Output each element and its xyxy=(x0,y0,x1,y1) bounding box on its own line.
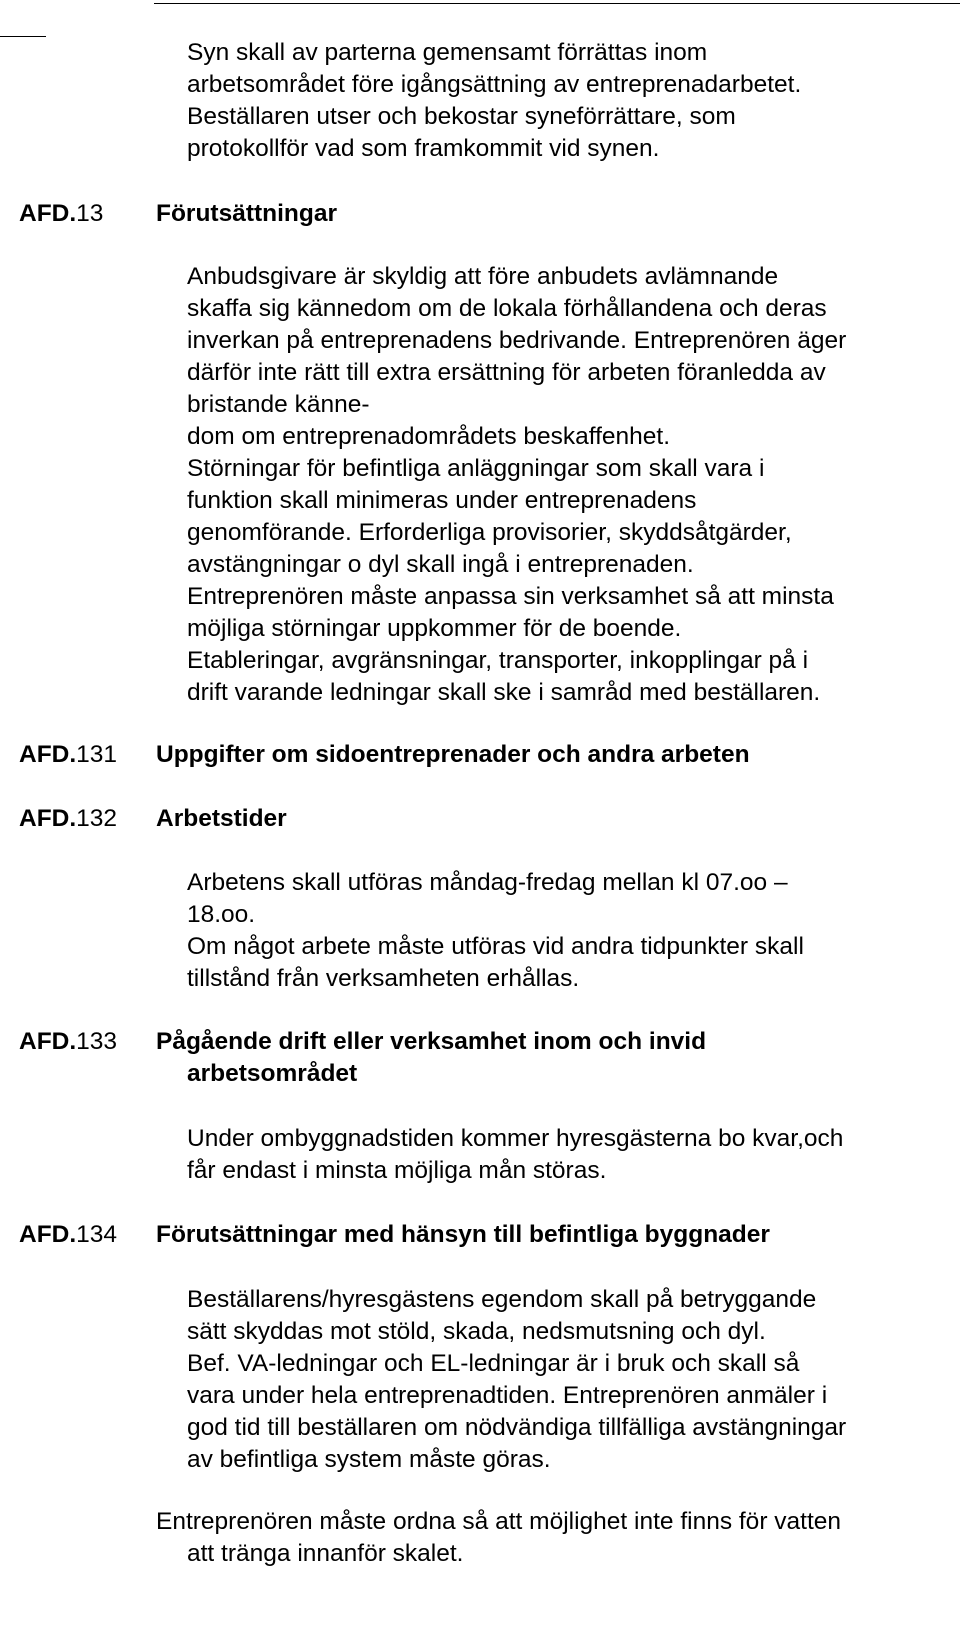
section-code xyxy=(19,802,117,835)
body-line: vara under hela entreprenadtiden. Entreprenören anmäler i xyxy=(187,1382,828,1409)
top-rule xyxy=(154,3,960,4)
section-code xyxy=(19,738,117,771)
body-line: Bef. VA-ledningar och EL-ledningar är i bruk och skall så xyxy=(187,1350,800,1377)
intro-line: protokollför vad som framkommit vid synen. xyxy=(187,135,660,162)
body-line: funktion skall minimeras under entreprenadens xyxy=(187,487,697,514)
body-line: sätt skyddas mot stöld, skada, nedsmutsning och dyl. xyxy=(187,1318,766,1345)
section-title: Förutsättningar med hänsyn till befintliga byggnader xyxy=(156,1221,770,1248)
body-line: Under ombyggnadstiden kommer hyresgästerna bo kvar,och xyxy=(187,1125,844,1152)
section-code xyxy=(19,1218,117,1251)
body-line: drift varande ledningar skall ske i samråd med beställaren. xyxy=(187,679,821,706)
section-code-number: 132 xyxy=(76,805,118,832)
section-title: Pågående drift eller verksamhet inom och invid xyxy=(156,1028,707,1055)
body-line: därför inte rätt till extra ersättning för arbeten föranledda av xyxy=(187,359,826,386)
body-line: av befintliga system måste göras. xyxy=(187,1446,551,1473)
body-line: möjliga störningar uppkommer för de boende. xyxy=(187,615,682,642)
body-line: får endast i minsta möjliga mån störas. xyxy=(187,1157,607,1184)
tail-line: Entreprenören måste ordna så att möjlighet inte finns för vatten xyxy=(156,1508,842,1535)
section-code-number: 13 xyxy=(76,200,104,227)
body-line: Om något arbete måste utföras vid andra tidpunkter skall xyxy=(187,933,804,960)
body-line: Arbetens skall utföras måndag-fredag mellan kl 07.oo – xyxy=(187,869,788,896)
body-line: genomförande. Erforderliga provisorier, skyddsåtgärder, xyxy=(187,519,792,546)
section-code-number: 131 xyxy=(76,741,118,768)
body-line: god tid till beställaren om nödvändiga tillfälliga avstängningar xyxy=(187,1414,847,1441)
body-line: inverkan på entreprenadens bedrivande. Entreprenören äger xyxy=(187,327,847,354)
section-code-number: 134 xyxy=(76,1221,118,1248)
section-title: Förutsättningar xyxy=(156,200,338,227)
section-code xyxy=(19,197,103,230)
body-line: 18.oo. xyxy=(187,901,256,928)
body-line: Anbudsgivare är skyldig att före anbudets avlämnande xyxy=(187,263,779,290)
body-line: bristande känne- xyxy=(187,391,370,418)
section-code xyxy=(19,1025,117,1058)
section-code-prefix: AFD. xyxy=(19,805,77,832)
section-code-prefix: AFD. xyxy=(19,1028,77,1055)
body-line: avstängningar o dyl skall ingå i entreprenaden. xyxy=(187,551,694,578)
body-line: Etableringar, avgränsningar, transporter, inkopplingar på i xyxy=(187,647,809,674)
tail-line: att tränga innanför skalet. xyxy=(187,1540,464,1567)
margin-rule xyxy=(0,36,46,37)
body-line: skaffa sig kännedom om de lokala förhållandena och deras xyxy=(187,295,827,322)
section-code-prefix: AFD. xyxy=(19,200,77,227)
intro-line: Syn skall av parterna gemensamt förrättas inom xyxy=(187,39,708,66)
body-line: Entreprenören måste anpassa sin verksamhet så att minsta xyxy=(187,583,834,610)
body-line: Störningar för befintliga anläggningar som skall vara i xyxy=(187,455,765,482)
body-line: dom om entreprenadområdets beskaffenhet. xyxy=(187,423,671,450)
intro-line: Beställaren utser och bekostar syneförrättare, som xyxy=(187,103,736,130)
section-title: Uppgifter om sidoentreprenader och andra arbeten xyxy=(156,741,750,768)
section-code-number: 133 xyxy=(76,1028,118,1055)
section-code-prefix: AFD. xyxy=(19,741,77,768)
body-line: tillstånd från verksamheten erhållas. xyxy=(187,965,580,992)
section-title-continued: arbetsområdet xyxy=(187,1060,358,1087)
section-code-prefix: AFD. xyxy=(19,1221,77,1248)
section-title: Arbetstider xyxy=(156,805,287,832)
intro-line: arbetsområdet före igångsättning av entreprenadarbetet. xyxy=(187,71,802,98)
body-line: Beställarens/hyresgästens egendom skall på betryggande xyxy=(187,1286,817,1313)
